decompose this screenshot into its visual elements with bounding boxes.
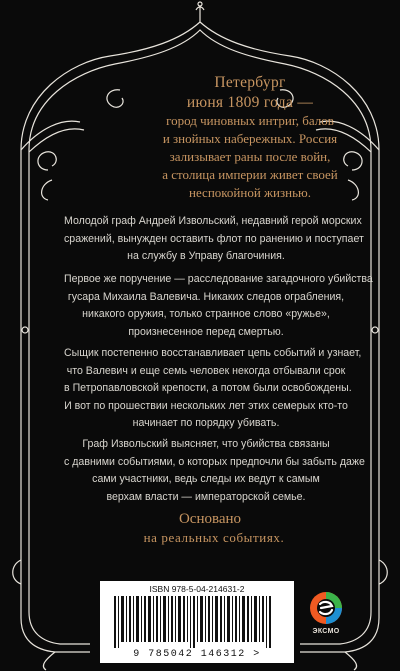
paragraph-line: сами участники, ведь следы их ведут к самым [92,473,320,486]
tagline-line: зализывает раны после войн, [169,149,331,164]
eksmo-logo-icon [303,590,349,628]
based-on-line-2: на реальных событиях. [143,530,285,545]
barcode-icon [114,596,280,648]
tagline-date: июня 1809 года — [186,93,314,111]
paragraph-line: что Валевич и еще семь человек некогда отбывали срок [66,364,346,377]
publisher-name: ЭКСМО [312,628,340,635]
tagline-line: неспокойной жизнью. [189,185,311,200]
paragraph-line: верхам власти — императорской семье. [106,490,306,503]
synopsis-paragraph-4 [64,436,365,506]
paragraph-line: в Петропавловской крепости, а потом были освобождены. [64,382,352,395]
synopsis-paragraph-1 [64,213,364,266]
synopsis-paragraph-2 [64,271,373,341]
paragraph-line: И вот по прошествии нескольких лет этих семерых кто-то [64,399,348,412]
tagline [150,73,350,202]
paragraph-line: сражений, вынужден оставить флот по ранению и поступает [64,232,364,245]
paragraph-line: гусара Михаила Валевича. Никаких следов ограбления, [67,290,345,303]
synopsis-paragraph-3 [64,345,362,433]
paragraph-line: никакого оружия, только странное слово «ружье», [82,308,330,321]
isbn-label: ISBN 978-5-04-214631-2 [149,584,245,594]
tagline-line: город чиновных интриг, балов [166,113,334,128]
barcode-digits: 9 785042 146312 > [133,649,261,660]
based-on-true-events [130,510,290,547]
paragraph-line: Первое же поручение — расследование загадочного убийства [64,273,373,285]
tagline-line: и знойных набережных. Россия [162,131,338,146]
isbn-barcode-box [100,581,294,663]
paragraph-line: с давними событиями, о которых предпочли бы забыть даже [64,455,365,468]
paragraph-line: на службу в Управу благочиния. [127,250,285,263]
paragraph-line: произнесенное перед смертью. [128,325,284,338]
paragraph-line: Молодой граф Андрей Извольский, недавний герой морских [64,215,362,227]
paragraph-line: Граф Извольский выясняет, что убийства связаны [82,438,330,450]
paragraph-line: Сыщик постепенно восстанавливает цепь событий и узнает, [64,347,362,359]
based-on-line-1: Основано [178,511,242,527]
tagline-city: Петербург [214,74,286,91]
paragraph-line: начинает по порядку убивать. [132,417,280,430]
tagline-line: а столица империи живет своей [162,167,338,182]
publisher-logo [303,590,349,650]
